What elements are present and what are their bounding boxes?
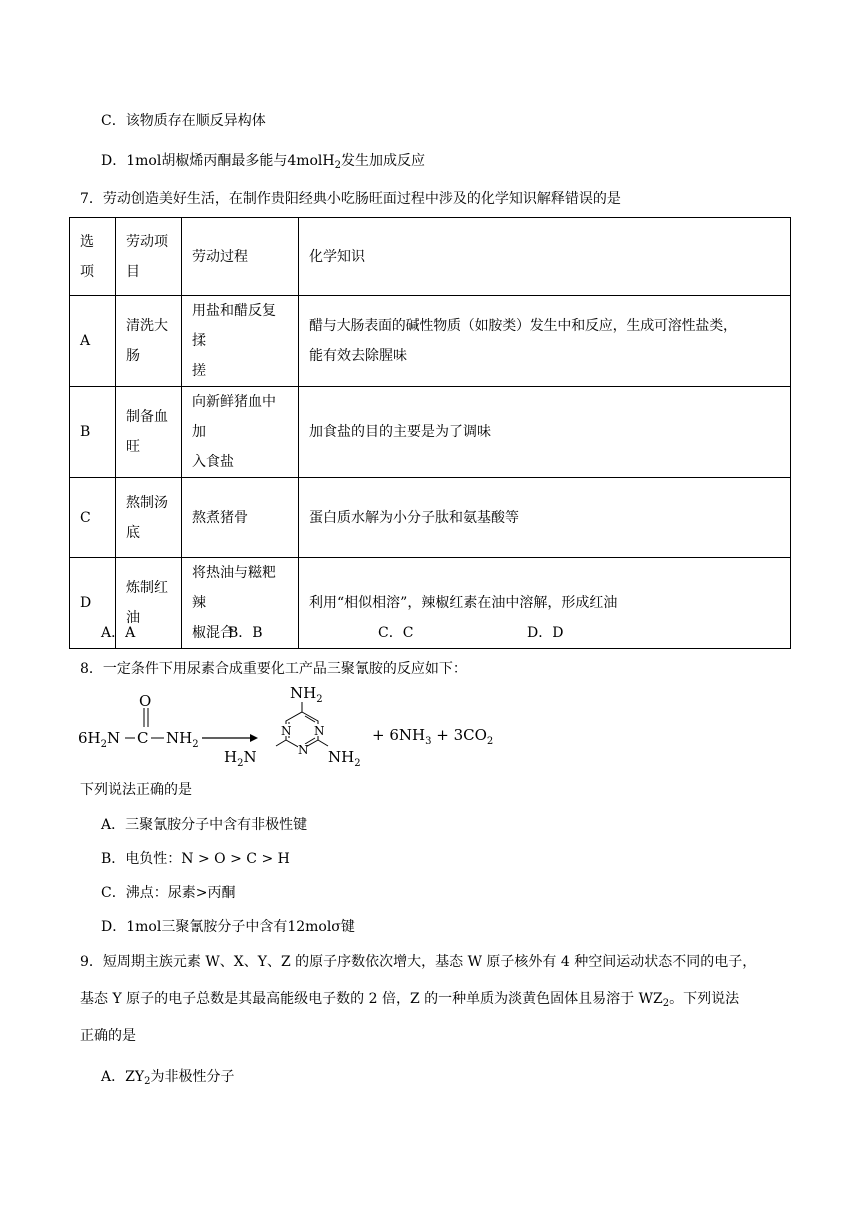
left-amine: $H_2N$	[224, 748, 257, 769]
table-row	[70, 296, 791, 387]
row-process: 熬煮猪骨	[182, 478, 299, 558]
q8-stem: 8．一定条件下用尿素合成重要化工产品三聚氰胺的反应如下：	[80, 661, 467, 677]
row-knowledge: 利用“相似相溶”，辣椒红素在油中溶解，形成红油	[299, 558, 791, 649]
q7-option-b: B．B	[228, 625, 263, 641]
table-header-row	[70, 218, 791, 296]
q6-option-c: C．该物质存在顺反异构体	[101, 113, 266, 129]
row-process: 向新鲜猪血中加 入食盐	[182, 387, 299, 478]
q7-option-a: A．A	[101, 625, 136, 641]
row-process: 将热油与糍粑辣 椒混合	[182, 558, 299, 649]
header-labor-item: 劳动项 目	[116, 218, 182, 296]
row-item: 熬制汤 底	[116, 478, 182, 558]
urea-oxygen: O	[139, 692, 152, 710]
q9-line-2	[80, 989, 739, 1009]
right-amine: $NH_2$	[328, 748, 361, 769]
urea-coef: $6H_2N$	[78, 729, 121, 750]
table-row	[70, 387, 791, 478]
arrow-head	[250, 734, 258, 742]
q6-option-d	[101, 151, 425, 171]
q9-option-a-text: A．ZY	[101, 1069, 145, 1085]
q8-option-b: B．电负性：N > O > C > H	[101, 851, 290, 867]
urea-carbon: C	[137, 729, 149, 747]
q9-line-3: 正确的是	[80, 1028, 136, 1044]
table-row	[70, 478, 791, 558]
q8-option-c: C．沸点：尿素>丙酮	[101, 885, 236, 901]
header-option: 选 项	[70, 218, 116, 296]
bond-line	[276, 740, 286, 746]
q9-line-1: 9．短周期主族元素 W、X、Y、Z 的原子序数依次增大，基态 W 原子核外有 4 种空间运动状态不同的电子，	[80, 954, 757, 970]
ring-nitrogen: N	[281, 724, 292, 738]
q7-table	[69, 217, 791, 649]
byproducts: + $6NH_3 + 3CO_2$	[372, 726, 494, 747]
row-knowledge: 醋与大肠表面的碱性物质（如胺类）发生中和反应，生成可溶性盐类， 能有效去除腥味	[299, 296, 791, 387]
q9-line-2-sub: 2	[662, 998, 670, 1009]
q9-option-a-sub: 2	[144, 1076, 151, 1087]
q9-option-a-end: 为非极性分子	[150, 1069, 235, 1085]
q6-option-d-text: D．1mol胡椒烯丙酮最多能与4molH	[101, 153, 335, 169]
q8-option-a: A．三聚氰胺分子中含有非极性键	[101, 817, 308, 833]
row-knowledge: 蛋白质水解为小分子肽和氨基酸等	[299, 478, 791, 558]
row-option: C	[70, 478, 116, 558]
row-knowledge: 加食盐的目的主要是为了调味	[299, 387, 791, 478]
row-item: 清洗大 肠	[116, 296, 182, 387]
table-row	[70, 558, 791, 649]
ring-nitrogen: N	[314, 724, 325, 738]
row-option: D	[70, 558, 116, 649]
q9-line-2-text: 基态 Y 原子的电子总数是其最高能级电子数的 2 倍，Z 的一种单质为淡黄色固体且易溶于 WZ	[80, 991, 663, 1007]
q8-reaction-equation	[72, 680, 492, 776]
q7-option-d: D．D	[527, 625, 564, 641]
row-item: 制备血 旺	[116, 387, 182, 478]
top-amine: $NH_2$	[290, 684, 323, 705]
q7-option-c: C．C	[378, 625, 414, 641]
ring-nitrogen: N	[298, 743, 309, 757]
header-chem-knowledge: 化学知识	[299, 218, 791, 296]
row-process: 用盐和醋反复揉 搓	[182, 296, 299, 387]
row-item: 炼制红 油	[116, 558, 182, 649]
q9-option-a	[101, 1067, 234, 1087]
header-labor-process: 劳动过程	[182, 218, 299, 296]
urea-amine: $NH_2$	[166, 729, 199, 750]
row-option: A	[70, 296, 116, 387]
q9-line-2-end: 。下列说法	[669, 991, 740, 1007]
q6-option-d-text-end: 发生加成反应	[341, 153, 425, 169]
q8-option-d: D．1mol三聚氰胺分子中含有12molσ键	[101, 919, 355, 935]
q6-option-d-sub: 2	[334, 160, 341, 171]
q8-prompt: 下列说法正确的是	[80, 782, 192, 798]
bond-line	[318, 740, 328, 746]
row-option: B	[70, 387, 116, 478]
q7-stem: 7．劳动创造美好生活，在制作贵阳经典小吃肠旺面过程中涉及的化学知识解释错误的是	[80, 191, 621, 207]
